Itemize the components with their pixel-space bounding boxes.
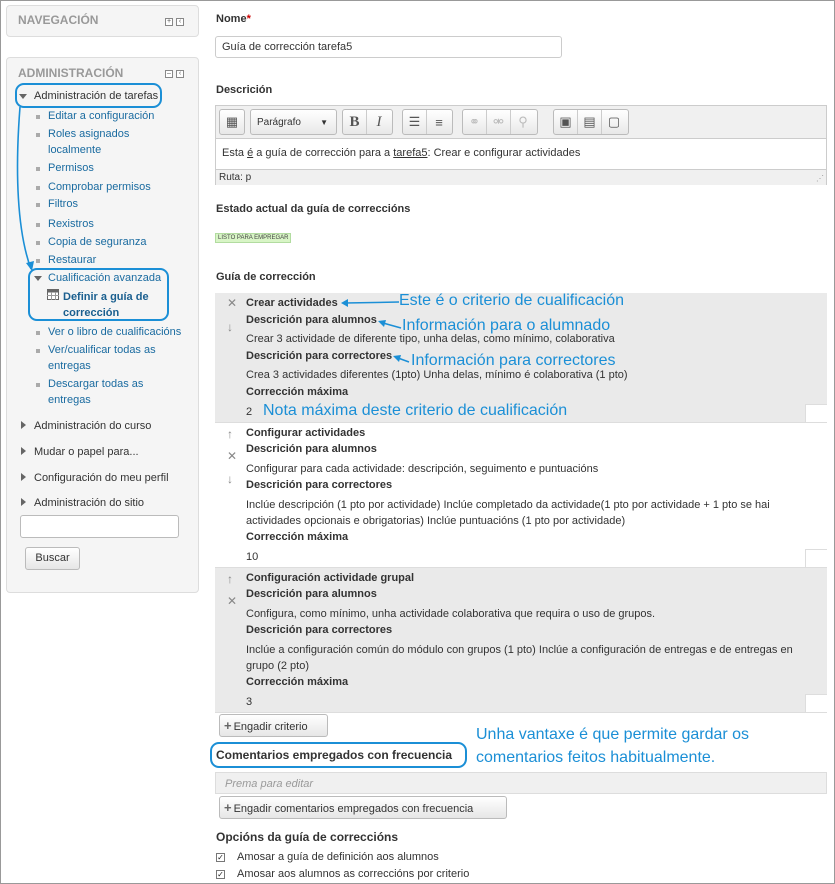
navigation-title: NAVEGACIÓN	[18, 13, 99, 27]
delete-icon[interactable]: ✕	[227, 296, 238, 310]
students-text[interactable]: Configura, como mínimo, unha actividade colaborativa que requira o uso de grupos.	[246, 608, 656, 620]
tree-link-define-guide-2[interactable]: corrección	[63, 307, 120, 319]
students-label: Descrición para alumnos	[246, 588, 377, 600]
annotation-graders: Información para correctores	[411, 352, 616, 369]
show-guide-checkbox[interactable]: ✓	[217, 853, 224, 862]
tree-item-site-admin[interactable]: Administración do sitio	[34, 497, 145, 509]
criterion-name[interactable]: Crear actividades	[246, 297, 338, 309]
tree-link-download-2[interactable]: entregas	[48, 394, 91, 406]
resize-handle-icon[interactable]: ⋰	[816, 174, 824, 183]
max-score-value[interactable]: 2	[246, 406, 253, 418]
tree-link-local-roles-2[interactable]: localmente	[48, 144, 102, 156]
tree-link-view-grade[interactable]: Ver/cualificar todas as	[48, 344, 156, 356]
students-text[interactable]: Crear 3 actividade de diferente tipo, unha delas, como mínimo, colaborativa	[246, 333, 615, 345]
dock-block-icon[interactable]: ‹	[176, 70, 184, 78]
move-up-icon[interactable]: ↑	[227, 427, 233, 441]
tree-link-permissions[interactable]: Permisos	[48, 162, 94, 174]
annotation-criterion: Este é o criterio de cualificación	[399, 292, 624, 309]
graders-text-2[interactable]: actividades opcionais e obrigatorias) Inclúe puntuacións (1 pto por actividade)	[246, 515, 626, 527]
description-label: Descrición	[216, 84, 273, 96]
graders-text[interactable]: Crea 3 actividades diferentes (1pto) Unha delas, mínimo é colaborativa (1 pto)	[246, 369, 628, 381]
chevron-down-icon: ▼	[320, 117, 328, 127]
tree-item-advanced-grading[interactable]: Cualificación avanzada	[48, 272, 162, 284]
guide-label: Guía de corrección	[216, 271, 316, 283]
status-badge: LISTO PARA EMPREGAR	[215, 233, 291, 243]
graders-label: Descrición para correctores	[246, 479, 393, 491]
unlink-icon[interactable]: ⚮	[487, 110, 511, 134]
collapsed-arrow-icon[interactable]	[21, 498, 26, 506]
criterion-row	[215, 568, 827, 713]
move-up-icon[interactable]: ↑	[227, 572, 233, 586]
description-editor	[215, 105, 827, 185]
max-score-label: Corrección máxima	[246, 386, 349, 398]
criterion-name[interactable]: Configurar actividades	[246, 427, 366, 439]
annotation-max-score: Nota máxima deste criterio de cualificación	[263, 402, 568, 419]
name-label: Nome*	[216, 13, 251, 25]
collapse-block-icon[interactable]: –	[165, 70, 173, 78]
graders-label: Descrición para correctores	[246, 350, 393, 362]
move-down-icon[interactable]: ↓	[227, 320, 233, 334]
spellcheck-word: tarefa5	[393, 147, 428, 159]
numbered-list-icon[interactable]: ≡	[435, 114, 443, 130]
admin-search-input[interactable]	[20, 515, 179, 538]
italic-icon[interactable]: I	[376, 113, 382, 130]
collapse-icon[interactable]: ‹	[176, 18, 184, 26]
students-label: Descrición para alumnos	[246, 443, 377, 455]
collapsed-arrow-icon[interactable]	[21, 421, 26, 429]
bold-icon[interactable]: B	[343, 110, 367, 134]
tree-link-filters[interactable]: Filtros	[48, 198, 78, 210]
anchor-icon[interactable]: ⚲	[518, 114, 528, 129]
plus-icon: +	[224, 718, 232, 733]
tree-link-download[interactable]: Descargar todas as	[48, 378, 144, 390]
link-icon[interactable]: ⚭	[463, 110, 487, 134]
toolbar-toggle	[219, 109, 245, 135]
tree-link-local-roles[interactable]: Roles asignados	[48, 128, 130, 140]
delete-icon[interactable]: ✕	[227, 449, 238, 463]
link-group	[462, 109, 538, 135]
editor-path: Ruta: p	[216, 169, 826, 185]
max-score-value[interactable]: 3	[246, 696, 253, 708]
tree-link-logs[interactable]: Rexistros	[48, 218, 94, 230]
criterion-name[interactable]: Configuración actividade grupal	[246, 572, 415, 584]
comments-placeholder[interactable]: Prema para editar	[215, 772, 827, 794]
plus-icon: +	[224, 800, 232, 815]
tree-link-edit-settings[interactable]: Editar a configuración	[48, 110, 155, 122]
delete-icon[interactable]: ✕	[227, 594, 238, 608]
dock-icon[interactable]: +	[166, 18, 172, 25]
annotation-students: Información para o alumnado	[402, 317, 611, 334]
move-down-icon[interactable]: ↓	[227, 472, 233, 486]
add-criterion-button[interactable]: + Engadir criterio	[219, 714, 328, 737]
criterion-row	[215, 423, 827, 568]
collapsed-arrow-icon[interactable]	[21, 473, 26, 481]
image-icon[interactable]: ▣	[554, 110, 578, 134]
media-icon[interactable]: ▤	[578, 110, 602, 134]
flow-arrow-icon	[1, 1, 61, 291]
score-edge	[805, 694, 827, 712]
collapsed-arrow-icon[interactable]	[21, 447, 26, 455]
search-button[interactable]: Buscar	[25, 547, 80, 570]
max-score-label: Corrección máxima	[246, 531, 349, 543]
tree-link-backup[interactable]: Copia de seguranza	[48, 236, 147, 248]
show-guide-label: Amosar a guía de definición aos alumnos	[237, 851, 439, 863]
students-text[interactable]: Configurar para cada actividade: descripción, seguimento e puntuacións	[246, 463, 599, 475]
show-remarks-label: Amosar aos alumnos as correccións por criterio	[237, 868, 470, 880]
tree-item-course-admin[interactable]: Administración do curso	[34, 420, 152, 432]
students-label: Descrición para alumnos	[246, 314, 377, 326]
spellcheck-word: é	[247, 147, 254, 159]
administration-title: ADMINISTRACIÓN	[18, 66, 124, 80]
max-score-value[interactable]: 10	[246, 551, 259, 563]
tree-item-task-admin[interactable]: Administración de tarefas	[34, 90, 159, 102]
max-score-label: Corrección máxima	[246, 676, 349, 688]
format-group	[342, 109, 393, 135]
tree-link-restore[interactable]: Restaurar	[48, 254, 97, 266]
highlight-comments	[210, 742, 467, 768]
paragraph-select[interactable]	[250, 109, 337, 135]
annotation-comments-1: Unha vantaxe é que permite gardar os	[476, 726, 750, 743]
name-input[interactable]: Guía de corrección tarefa5	[215, 36, 562, 58]
tree-item-profile-settings[interactable]: Configuración do meu perfil	[34, 472, 169, 484]
annotation-comments-2: comentarios feitos habitualmente.	[476, 749, 716, 766]
editor-content[interactable]: Esta é a guía de corrección para a tarefa5: Crear e configurar actividades	[222, 147, 581, 159]
editor-toolbar	[216, 106, 826, 139]
bullet-icon	[36, 349, 40, 353]
required-mark: *	[246, 13, 251, 25]
bullet-icon	[36, 383, 40, 387]
tree-link-gradebook[interactable]: Ver o libro de cualificacións	[48, 326, 182, 338]
comments-label: Comentarios empregados con frecuencia	[216, 748, 453, 762]
graders-text[interactable]: Inclúe descripción (1 pto por actividade) Inclúe completado da actividade(1 pto por actividade + 1 pto se hai	[246, 499, 770, 511]
tree-link-view-grade-2[interactable]: entregas	[48, 360, 91, 372]
bullet-icon	[36, 331, 40, 335]
media-group	[553, 109, 629, 135]
score-edge	[805, 549, 827, 567]
tree-link-check-permissions[interactable]: Comprobar permisos	[48, 181, 151, 193]
bullet-list-icon[interactable]: ☰	[403, 110, 427, 134]
add-comments-button[interactable]: + Engadir comentarios empregados con frecuencia	[219, 796, 507, 819]
options-label: Opcións da guía de correccións	[216, 830, 399, 844]
tree-link-define-guide[interactable]: Definir a guía de	[63, 291, 149, 303]
tree-item-switch-role[interactable]: Mudar o papel para...	[34, 446, 139, 458]
graders-label: Descrición para correctores	[246, 624, 393, 636]
list-group	[402, 109, 453, 135]
toolbar-toggle-icon[interactable]: ▦	[225, 114, 239, 129]
score-edge	[805, 404, 827, 422]
paragraph-select-value: Parágrafo	[257, 116, 301, 128]
status-label: Estado actual da guía de correccións	[216, 203, 411, 215]
show-remarks-checkbox[interactable]: ✓	[217, 870, 224, 879]
graders-text[interactable]: Inclúe a configuración común do módulo con grupos (1 pto) Inclúe a configuración de entregas e de entregas en	[246, 644, 793, 656]
graders-text-2[interactable]: grupo (2 pto)	[246, 660, 309, 672]
paste-icon[interactable]: ▢	[607, 114, 621, 129]
